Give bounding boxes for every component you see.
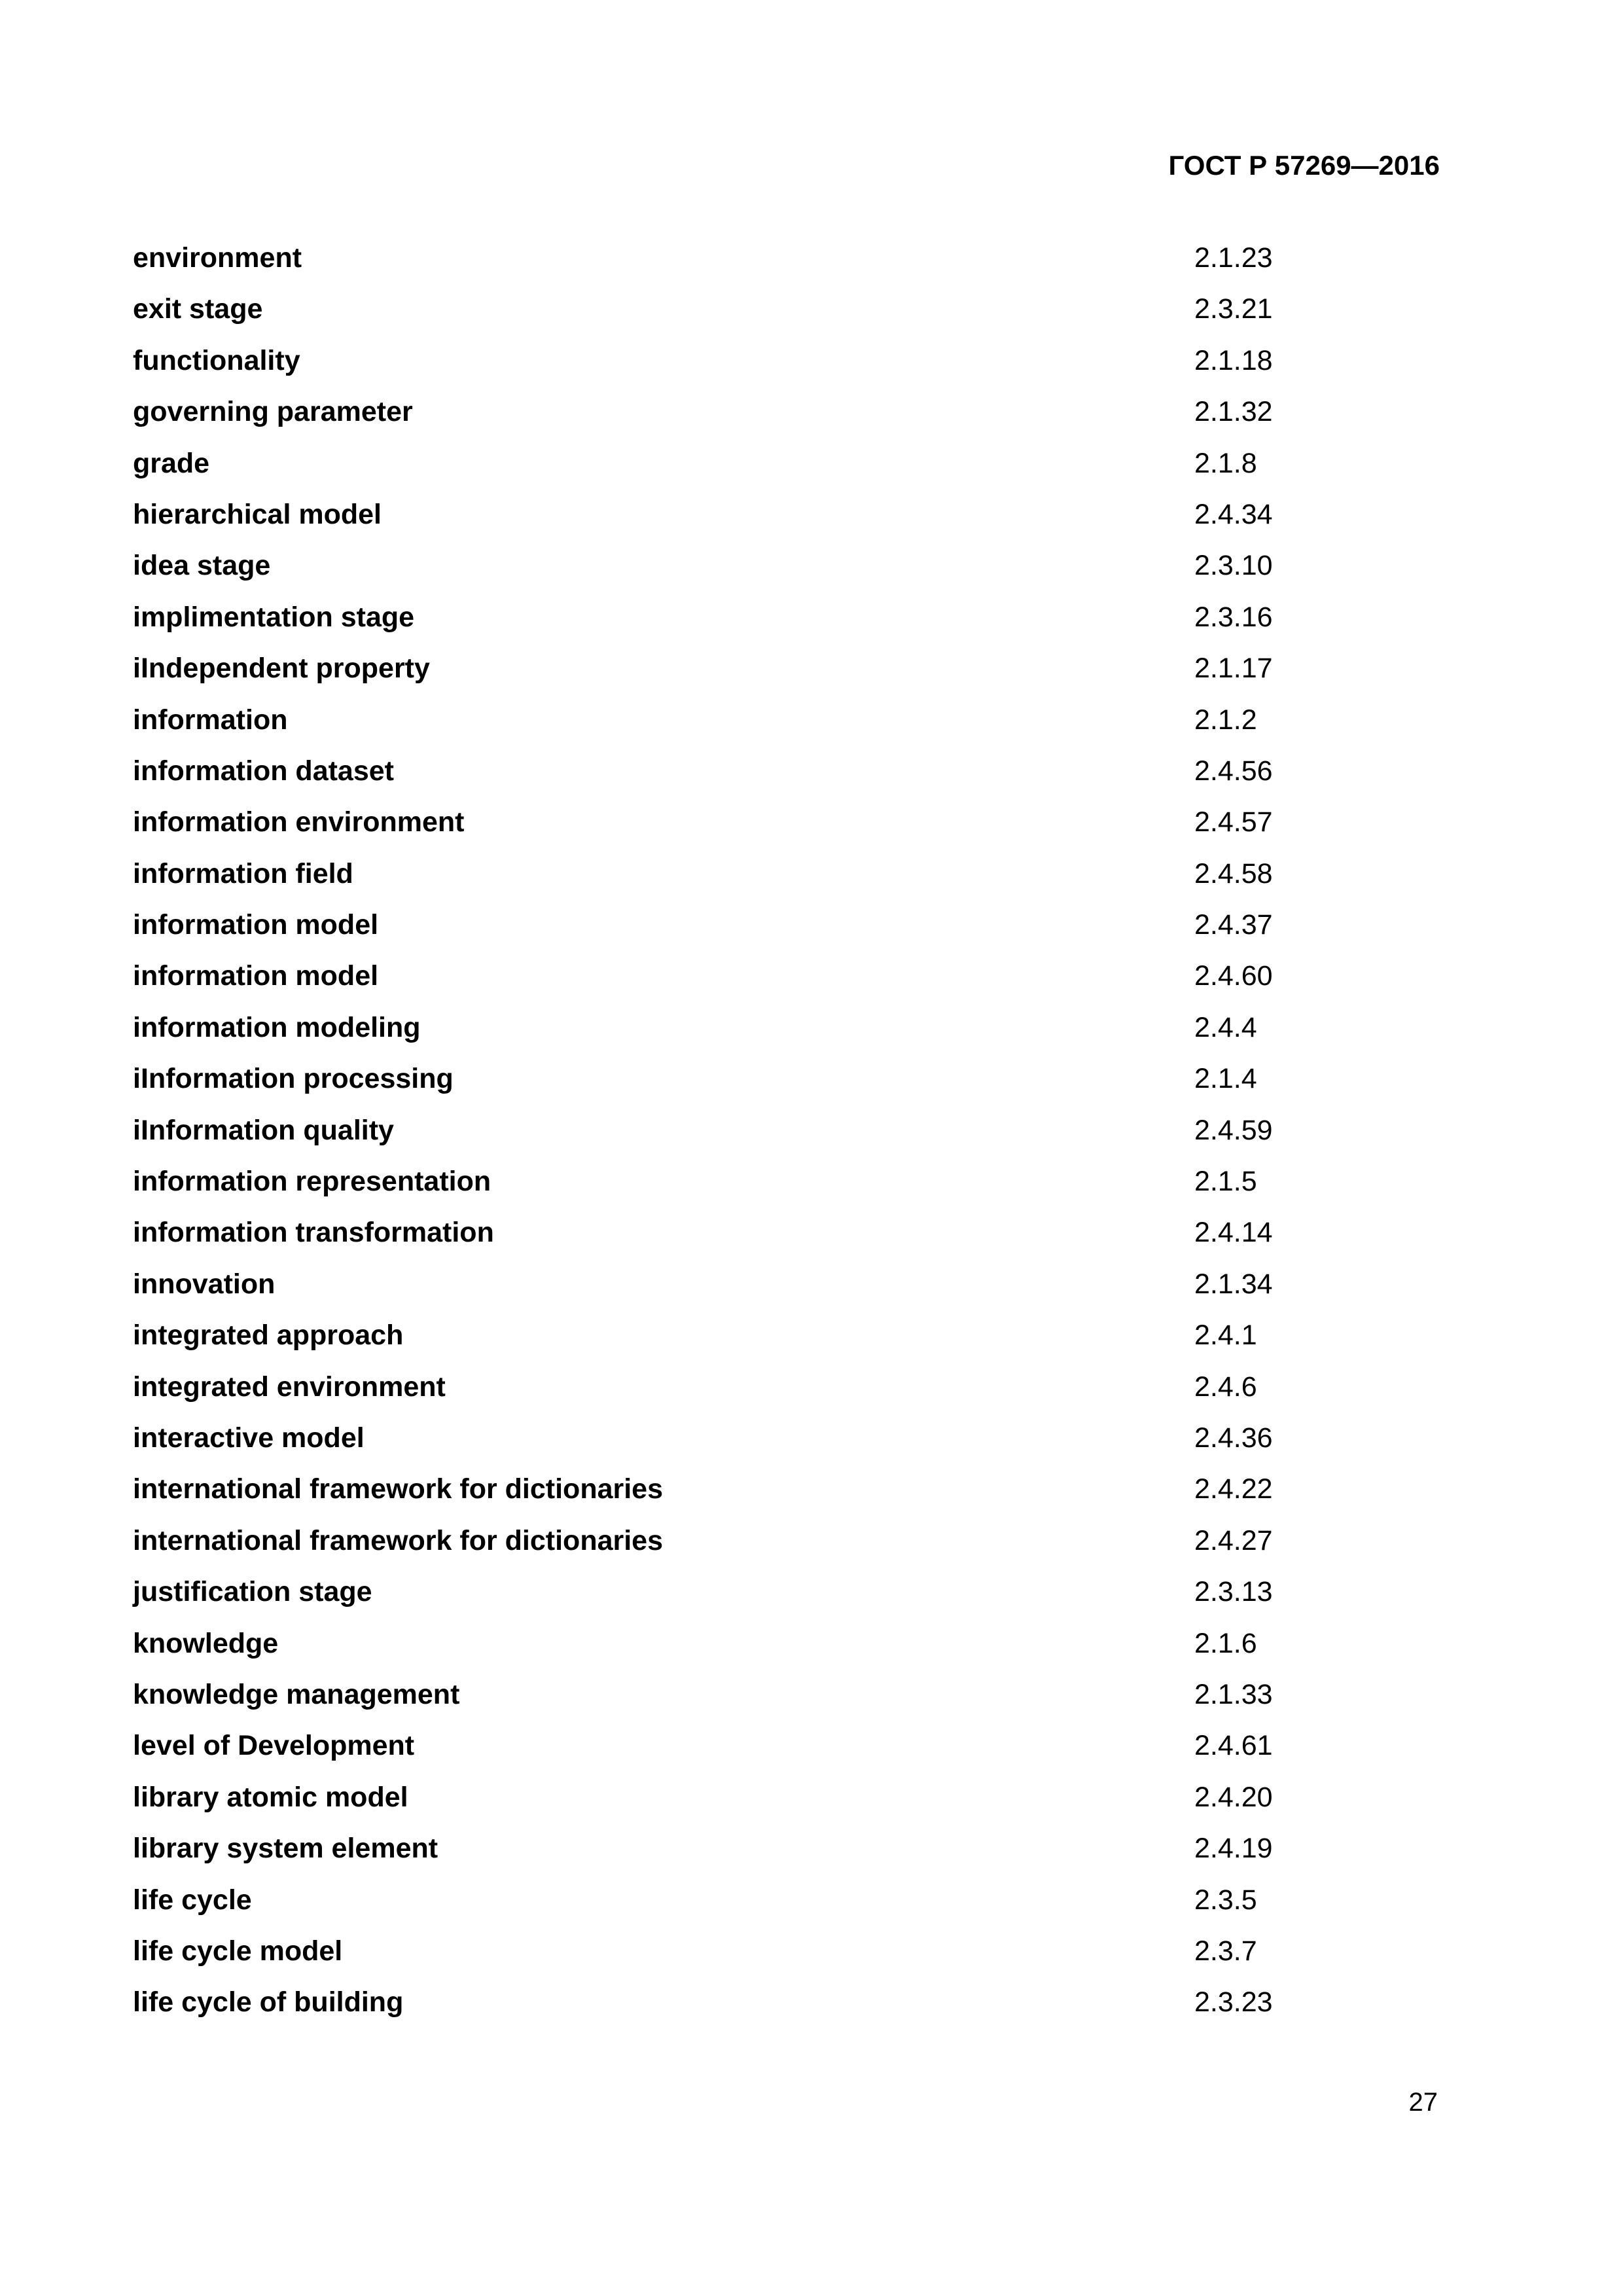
index-section-ref: 2.1.8: [1194, 447, 1257, 479]
index-section-ref: 2.1.34: [1194, 1268, 1273, 1300]
index-entry: [133, 498, 1344, 549]
index-section-ref: 2.1.17: [1194, 653, 1273, 685]
index-term: life cycle of building: [133, 1986, 404, 2018]
index-entry: [133, 447, 1344, 498]
index-entry: [133, 293, 1344, 344]
index-entry: [133, 1575, 1344, 1626]
index-term: iInformation processing: [133, 1063, 454, 1095]
index-entry: [133, 344, 1344, 395]
index-entry: [133, 1935, 1344, 1986]
index-term: justification stage: [133, 1576, 372, 1608]
index-section-ref: 2.1.6: [1194, 1627, 1257, 1659]
index-section-ref: 2.1.5: [1194, 1166, 1257, 1198]
index-section-ref: 2.3.5: [1194, 1884, 1257, 1916]
index-entry: [133, 960, 1344, 1011]
index-term: library atomic model: [133, 1781, 408, 1813]
index-term: idea stage: [133, 550, 271, 582]
index-term: innovation: [133, 1268, 276, 1300]
index-term: international framework for dictionaries: [133, 1524, 664, 1556]
index-term: environment: [133, 242, 302, 274]
index-entry: [133, 1729, 1344, 1780]
index-section-ref: 2.4.61: [1194, 1730, 1273, 1762]
index-entry: [133, 1268, 1344, 1319]
index-entry: [133, 806, 1344, 857]
index-term: life cycle model: [133, 1935, 343, 1967]
index-entry: [133, 1832, 1344, 1883]
index-section-ref: 2.4.36: [1194, 1422, 1273, 1454]
index-section-ref: 2.1.4: [1194, 1063, 1257, 1095]
index-entry: [133, 1062, 1344, 1113]
index-entry: [133, 704, 1344, 755]
index-section-ref: 2.1.33: [1194, 1678, 1273, 1710]
document-standard-number: ГОСТ Р 57269—2016: [1168, 150, 1440, 181]
index-entry: [133, 908, 1344, 960]
index-term: iInformation quality: [133, 1114, 394, 1146]
index-term: information model: [133, 909, 379, 941]
index-term: implimentation stage: [133, 601, 415, 633]
index-section-ref: 2.1.18: [1194, 344, 1273, 376]
index-term: hierarchical model: [133, 498, 382, 530]
index-section-ref: 2.4.56: [1194, 755, 1273, 787]
page-number: 27: [1408, 2088, 1438, 2117]
index-term: interactive model: [133, 1422, 365, 1454]
index-entry: [133, 755, 1344, 806]
index-term: information representation: [133, 1166, 491, 1198]
index-term: information dataset: [133, 755, 394, 787]
index-section-ref: 2.3.23: [1194, 1986, 1273, 2018]
index-section-ref: 2.4.27: [1194, 1524, 1273, 1556]
index-entry: [133, 1473, 1344, 1524]
index-entry: [133, 1114, 1344, 1165]
index-entry: [133, 857, 1344, 908]
index-section-ref: 2.4.14: [1194, 1217, 1273, 1249]
index-section-ref: 2.1.23: [1194, 242, 1273, 274]
index-section-ref: 2.4.57: [1194, 806, 1273, 838]
index-section-ref: 2.3.13: [1194, 1576, 1273, 1608]
index-term: information model: [133, 960, 379, 992]
index-term: library system element: [133, 1833, 438, 1865]
index-entry: [133, 1165, 1344, 1216]
index-term: functionality: [133, 344, 300, 376]
index-section-ref: 2.4.58: [1194, 857, 1273, 889]
index-section-ref: 2.3.7: [1194, 1935, 1257, 1967]
index-term: life cycle: [133, 1884, 252, 1916]
index-section-ref: 2.4.22: [1194, 1473, 1273, 1505]
index-section-ref: 2.1.2: [1194, 704, 1257, 736]
index-entry: [133, 1422, 1344, 1473]
index-entry: [133, 242, 1344, 293]
index-section-ref: 2.4.60: [1194, 960, 1273, 992]
index-term: international framework for dictionaries: [133, 1473, 664, 1505]
index-entry: [133, 1216, 1344, 1267]
index-section-ref: 2.4.6: [1194, 1371, 1257, 1403]
index-term: information modeling: [133, 1011, 421, 1043]
index-term: information transformation: [133, 1217, 494, 1249]
index-term: knowledge management: [133, 1678, 460, 1710]
index-entry: [133, 1371, 1344, 1422]
index-entry: [133, 1524, 1344, 1575]
index-term: integrated environment: [133, 1371, 446, 1403]
index-entry: [133, 549, 1344, 600]
term-index-list: [133, 242, 1344, 2037]
index-section-ref: 2.4.19: [1194, 1833, 1273, 1865]
index-term: level of Development: [133, 1730, 415, 1762]
index-section-ref: 2.4.37: [1194, 909, 1273, 941]
index-entry: [133, 1011, 1344, 1062]
index-entry: [133, 1678, 1344, 1729]
index-term: iIndependent property: [133, 653, 430, 685]
index-section-ref: 2.4.1: [1194, 1319, 1257, 1352]
index-section-ref: 2.1.32: [1194, 396, 1273, 428]
index-entry: [133, 1781, 1344, 1832]
index-entry: [133, 652, 1344, 703]
index-term: information field: [133, 857, 353, 889]
index-section-ref: 2.3.21: [1194, 293, 1273, 325]
index-section-ref: 2.3.16: [1194, 601, 1273, 633]
index-term: information environment: [133, 806, 465, 838]
index-entry: [133, 1884, 1344, 1935]
index-entry: [133, 601, 1344, 652]
index-term: grade: [133, 447, 210, 479]
index-term: integrated approach: [133, 1319, 404, 1352]
index-term: information: [133, 704, 288, 736]
index-term: exit stage: [133, 293, 263, 325]
index-term: knowledge: [133, 1627, 279, 1659]
index-section-ref: 2.4.59: [1194, 1114, 1273, 1146]
index-section-ref: 2.4.20: [1194, 1781, 1273, 1813]
index-section-ref: 2.4.34: [1194, 498, 1273, 530]
index-entry: [133, 1627, 1344, 1678]
index-entry: [133, 395, 1344, 446]
index-section-ref: 2.3.10: [1194, 550, 1273, 582]
index-entry: [133, 1319, 1344, 1370]
index-section-ref: 2.4.4: [1194, 1011, 1257, 1043]
index-entry: [133, 1986, 1344, 2037]
index-term: governing parameter: [133, 396, 413, 428]
